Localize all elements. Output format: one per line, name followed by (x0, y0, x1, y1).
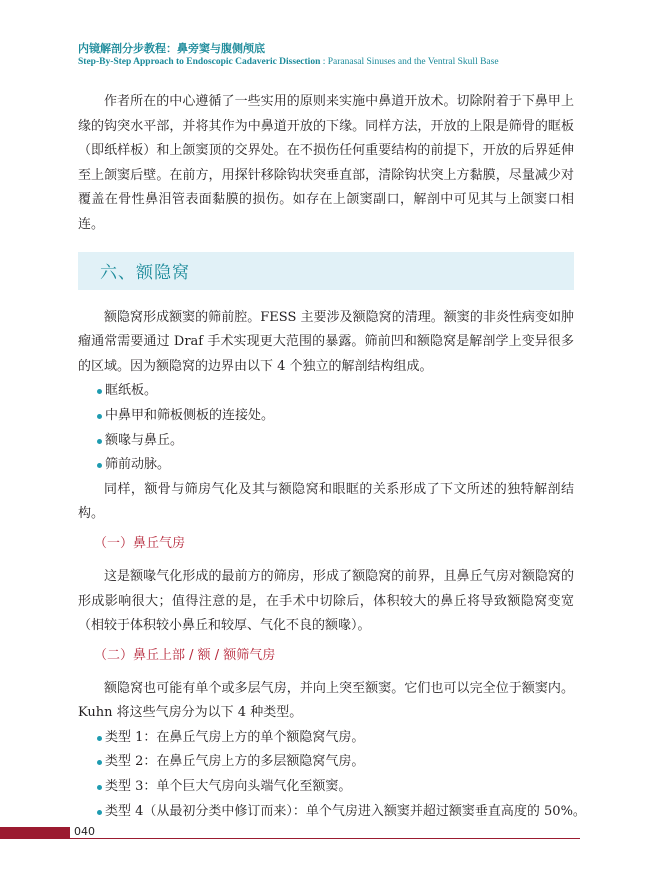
subsection-2-paragraph: 额隐窝也可能有单个或多层气房，并向上突至额窦。它们也可以完全位于额窦内。Kuhn 将这些气房分为以下 4 种类型。 (78, 680, 574, 721)
footer-accent-bar (0, 827, 70, 839)
list-item: 眶纸板。 (78, 379, 574, 404)
list-item: 额喙与鼻丘。 (78, 429, 574, 454)
section-heading-band (78, 252, 574, 290)
header-title-en (78, 57, 618, 67)
bullet-dot-icon (97, 414, 102, 419)
bullet-dot-icon (97, 389, 102, 394)
list-item: 类型 4（从最初分类中修订而来）：单个气房进入额窦并超过额窦垂直高度的 50%。 (78, 800, 574, 825)
section-title: 六、额隐窝 (100, 263, 190, 284)
list-item: 类型 2：在鼻丘气房上方的多层额隐窝气房。 (78, 750, 574, 775)
list-item: 筛前动脉。 (78, 453, 574, 478)
bullet-dot-icon (97, 439, 102, 444)
header-title-cn: 内镜解剖分步教程：鼻旁窦与腹侧颅底 (78, 42, 265, 55)
page-number: 040 (74, 825, 95, 838)
intro-paragraph: 作者所在的中心遵循了一些实用的原则来实施中鼻道开放术。切除附着于下鼻甲上缘的钩突水平部，并将其作为中鼻道开放的下缘。同样方法，开放的上限是筛骨的眶板（即纸样板）和上颌窦顶的交界处。在不损伤任何重要结构的前提下，开放的后界延伸至上颌窦后壁。在前方，用探针移除钩状突垂直部，清除钩状突上方黏膜，尽量减少对覆盖在骨性鼻泪管表面黏膜的损伤。如存在上颌窦副口，解剖中可见其与上颌窦口相连。 (78, 94, 574, 232)
bullet-dot-icon (97, 810, 102, 815)
header-title-en-bold: Step-By-Step Approach to Endoscopic Cadaveric Dissection (78, 57, 321, 67)
boundary-list (78, 379, 574, 477)
header-title-en-rest: : Paranasal Sinuses and the Ventral Skull Base (320, 57, 499, 67)
section-paragraph-1: 额隐窝形成额窦的筛前腔。FESS 主要涉及额隐窝的清理。额窦的非炎性病变如肿瘤通常需要通过 Draf 手术实现更大范围的暴露。筛前凹和额隐窝是解剖学上变异很多的区域。因为额隐窝的边界由以下 4 个独立的解剖结构组成。 (78, 309, 574, 374)
bullet-dot-icon (97, 785, 102, 790)
kuhn-types-list (78, 726, 586, 824)
list-item: 中鼻甲和筛板侧板的连接处。 (78, 404, 574, 429)
subsection-2-title: （二）鼻丘上部 / 额 / 额筛气房 (94, 647, 276, 663)
list-item: 类型 1：在鼻丘气房上方的单个额隐窝气房。 (78, 726, 574, 751)
section-paragraph-2: 同样，额骨与筛房气化及其与额隐窝和眼眶的关系形成了下文所述的独特解剖结构。 (78, 481, 574, 522)
list-item: 类型 3：单个巨大气房向头端气化至额窦。 (78, 775, 574, 800)
subsection-1-paragraph: 这是额喙气化形成的最前方的筛房，形成了额隐窝的前界，且鼻丘气房对额隐窝的形成影响很大；值得注意的是，在手术中切除后，体积较大的鼻丘将导致额隐窝变宽（相较于体积较小鼻丘和较厚、气化不良的额喙）。 (78, 568, 574, 634)
bullet-dot-icon (97, 736, 102, 741)
running-header (78, 42, 618, 67)
page-body (78, 90, 586, 824)
footer-rule (70, 838, 580, 839)
bullet-dot-icon (97, 760, 102, 765)
bullet-dot-icon (97, 463, 102, 468)
subsection-1-title: （一）鼻丘气房 (94, 535, 186, 551)
